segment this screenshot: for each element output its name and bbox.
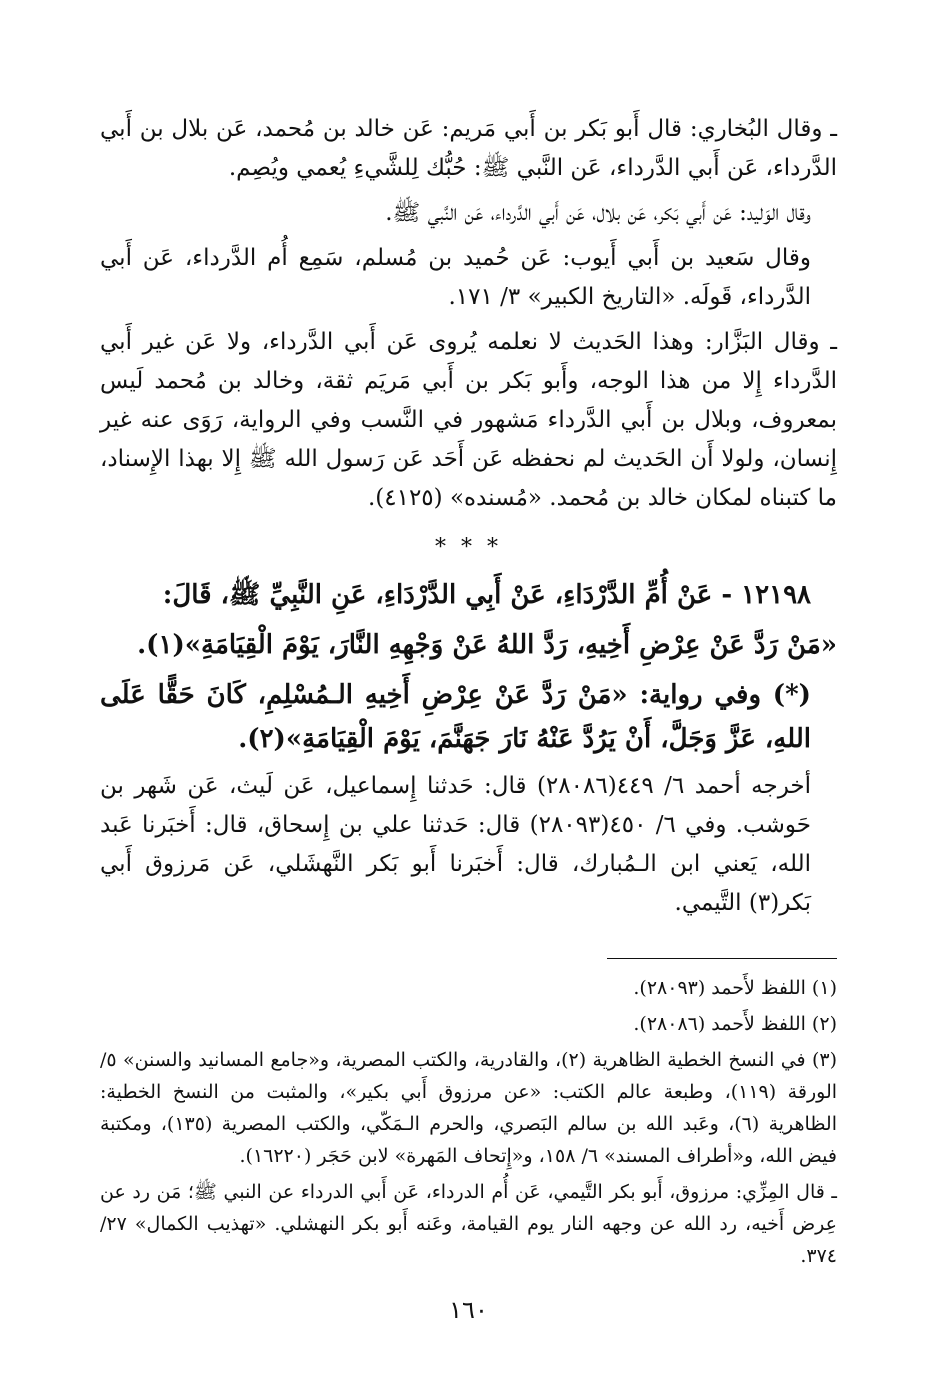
footnote-divider bbox=[607, 958, 837, 959]
paragraph-said: وقال سَعيد بن أَبي أَيوب: عَن حُميد بن مُسلم، سَمِع أُم الدَّرداء، عَن أَبي الدَّرداء، قَولَه. «التاريخ الكبير» ٣/ ١٧١. bbox=[100, 245, 811, 310]
page-number: ١٦٠ bbox=[449, 1296, 488, 1324]
hadith-isnad: عَنْ أُمِّ الدَّرْدَاءِ، عَنْ أَبِي الدَّرْدَاءِ، عَنِ النَّبِيِّ ﷺ، قَالَ: bbox=[162, 580, 713, 610]
footnotes bbox=[100, 972, 837, 1276]
hadith-matn: «مَنْ رَدَّ عَنْ عِرْضِ أَخِيهِ، رَدَّ اللهُ عَنْ وَجْهِهِ النَّارَ، يَوْمَ الْقِيَامَةِ»(١). bbox=[137, 630, 837, 660]
section-separator: * * * bbox=[435, 535, 502, 560]
hadith-variant: (*) وفي رواية: «مَنْ رَدَّ عَنْ عِرْضِ أَخِيهِ الـمُسْلِمِ، كَانَ حَقًّا عَلَى اللهِ، عَزَّ وَجَلَّ، أَنْ يَرُدَّ عَنْهُ نَارَ جَهَنَّمَ، يَوْمَ الْقِيَامَةِ»(٢). bbox=[100, 680, 811, 754]
hadith-number: ١٢١٩٨ - bbox=[721, 580, 811, 610]
footnote-3-continuation: ـ قال المِزِّي: مرزوق، أَبو بكر التَّيمي، عَن أُم الدرداء، عَن أَبي الدرداء عن النبي ﷺ؛ مَن رد عن عِرض أَخيه، رد الله عن وجهه النار يوم القيامة، وعَنه أَبو بكر النهشلي. «تهذيب الكمال» ٢٧/ ٣٧٤. bbox=[100, 1181, 837, 1267]
paragraph-takhrij: أخرجه أحمد ٦/ ٤٤٩(٢٨٠٨٦) قال: حَدثنا إِسماعيل، عَن لَيث، عَن شَهر بن حَوشب. وفي ٦/ ٤٥٠(٢٨٠٩٣) قال: حَدثنا علي بن إِسحاق، قال: أَخبَرنا عَبد الله، يَعني ابن الـمُبارك، قال: أَخبَرنا أَبو بَكر النَّهشَلي، عَن مَرزوق أَبي بَكر(٣) التَّيمي. bbox=[100, 773, 811, 916]
main-text bbox=[100, 110, 837, 929]
paragraph-bukhari: ـ وقال البُخاري: قال أَبو بَكر بن أَبي مَريم: عَن خالد بن مُحمد، عَن بلال بن أَبي الدَّرداء، عَن أَبي الدَّرداء، عَن النَّبي ﷺ: حُبُّك لِلشَّيءِ يُعمي ويُصِم. bbox=[100, 116, 837, 181]
footnote-3: (٣) في النسخ الخطية الظاهرية (٢)، والقادرية، والكتب المصرية، و«جامع المسانيد والسنن» ٥/ الورقة (١١٩)، وطبعة عالم الكتب: «عن مرزوق أَبي بكير»، والمثبت من النسخ الخطية: الظاهرية (٦)، وعَبد الله بن سالم البَصري، والحرم الـمَكّي، والكتب المصرية (١٣٥)، ومكتبة فيض الله، و«أطراف المسند» ٦/ ١٥٨، و«إِتحاف المَهرة» لابن حَجَر (١٦٢٢٠). bbox=[100, 1049, 838, 1167]
footnote-2: (٢) اللفظ لأَحمد (٢٨٠٨٦). bbox=[633, 1013, 837, 1035]
footnote-1: (١) اللفظ لأَحمد (٢٨٠٩٣). bbox=[633, 977, 837, 999]
hadith-chain bbox=[100, 573, 837, 617]
paragraph-bazzar: ـ وقال البَزَّار: وهذا الحَديث لا نعلمه يُروى عَن أَبي الدَّرداء، ولا عَن غير أَبي الدَّرداء إِلا من هذا الوجه، وأَبو بَكر بن أَبي مَريَم ثقة، وخالد بن مُحمد لَيس بمعروف، وبلال بن أَبي الدَّرداء مَشهور في النَّسب وفي الرواية، رَوَى عنه غير إِنسان، ولولا أَن الحَديث لم نحفظه عَن أَحَد عَن رَسول الله ﷺ إِلا بهذا الإِسناد، ما كتبناه لمكان خالد بن مُحمد. «مُسنده» (٤١٢٥). bbox=[100, 329, 837, 511]
paragraph-walid: وقال الوَليد: عَن أَبي بَكر، عَن بلال، عَن أَبي الدَّرداء، عَن النَّبي ﷺ. bbox=[385, 200, 811, 226]
